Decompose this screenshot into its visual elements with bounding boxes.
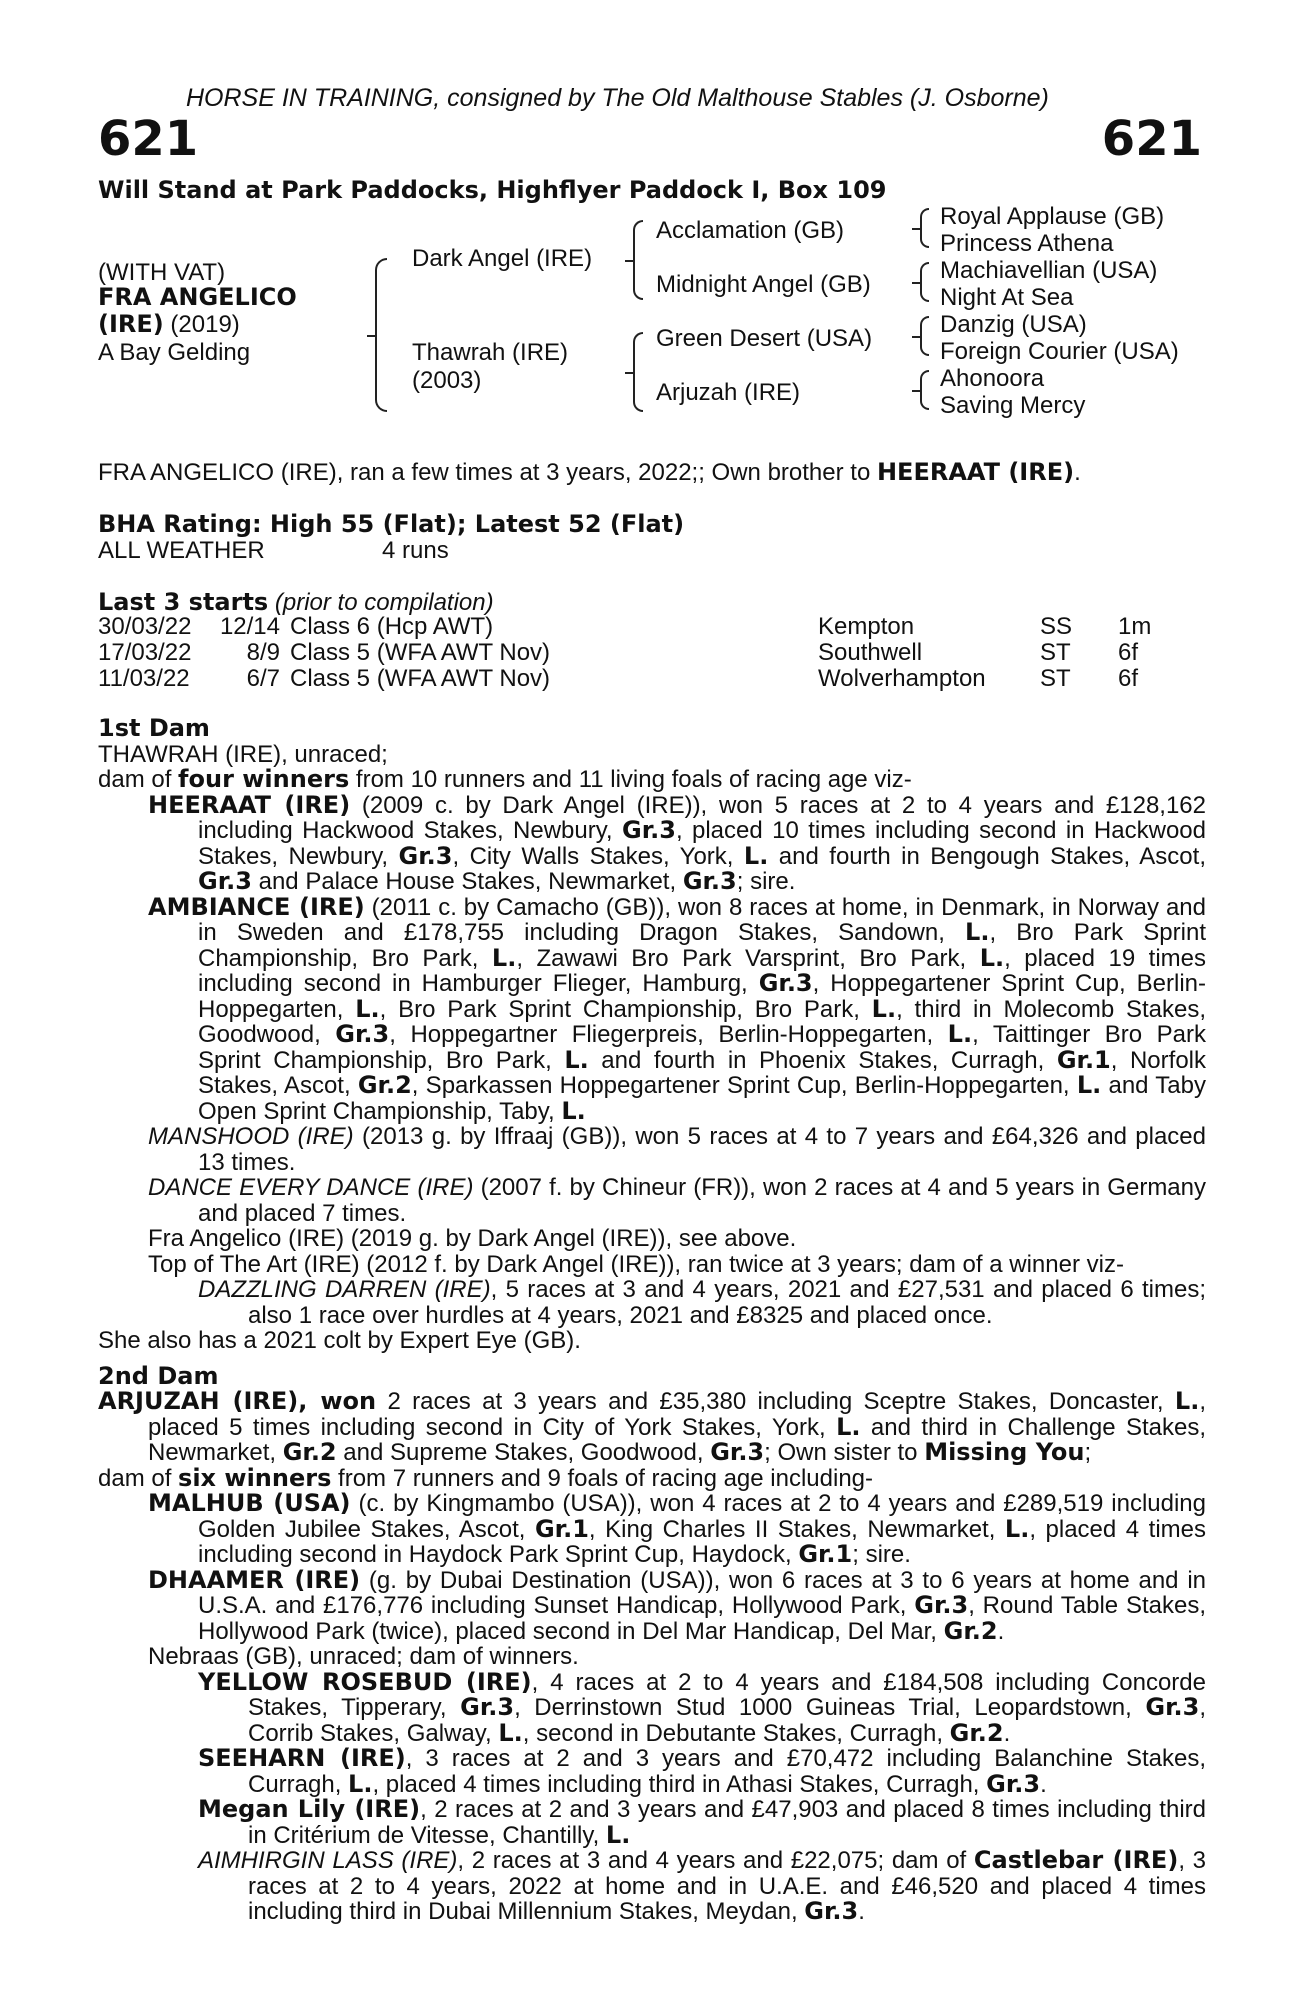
entry-fra-angelico: Fra Angelico (IRE) (2019 g. by Dark Angel (IRE)), see above. — [148, 1225, 797, 1252]
entry-aimhirgin-lass: AIMHIRGIN LASS (IRE), 2 races at 3 and 4 years and £22,075; dam of Castlebar (IRE), 3 races at 2 to 4 years, 2022 at home and in U.A.E. and £46,520 and placed 4 times including third in Dubai Millennium Stakes, Meydan, Gr.3. — [198, 1846, 1207, 1925]
consignment-line: HORSE IN TRAINING, consigned by The Old Malthouse Stables (J. Osborne) — [186, 84, 1049, 112]
start-date: 17/03/22 — [98, 639, 192, 666]
lot-number-left: 621 — [98, 111, 199, 167]
also-line: She also has a 2021 colt by Expert Eye (GB). — [98, 1327, 581, 1354]
surface-runs: 4 runs — [382, 537, 449, 564]
first-dam-heading: 1st Dam — [98, 714, 210, 742]
sire-dam-dam: Night At Sea — [940, 284, 1074, 311]
vat-note: (WITH VAT) — [98, 259, 226, 286]
dam-sire-dam: Foreign Courier (USA) — [940, 338, 1179, 365]
pedigree-brace-dd — [920, 370, 929, 410]
sire-dam-sire: Machiavellian (USA) — [940, 257, 1158, 284]
arjuzah-produce-line: dam of six winners from 7 runners and 9 foals of racing age including- — [98, 1463, 874, 1492]
start-position: 6/7 — [246, 665, 280, 692]
start-distance: 1m — [1118, 613, 1152, 640]
thawrah-line: THAWRAH (IRE), unraced; — [98, 740, 388, 768]
dam-dam: Arjuzah (IRE) — [656, 379, 801, 406]
dam-sire-sire: Danzig (USA) — [940, 311, 1087, 338]
start-position: 8/9 — [246, 639, 280, 666]
sire-dam: Midnight Angel (GB) — [656, 271, 871, 298]
second-dam-heading: 2nd Dam — [98, 1361, 219, 1390]
start-course: Wolverhampton — [818, 665, 986, 692]
start-date: 30/03/22 — [98, 613, 192, 640]
start-going: ST — [1040, 665, 1071, 692]
entry-malhub: MALHUB (USA) (c. by Kingmambo (USA)), won 4 races at 2 to 4 years and £289,519 including Golden Jubilee Stakes, Ascot, Gr.1, King Charles II Stakes, Newmarket, L., placed 4 times including second in Haydock Park Sprint Cup, Haydock, Gr.1; sire. — [148, 1489, 1206, 1568]
stand-location: Will Stand at Park Paddocks, Highflyer Paddock I, Box 109 — [98, 176, 887, 204]
surface: ALL WEATHER — [98, 537, 265, 564]
start-going: SS — [1040, 613, 1073, 640]
dam-year: (2003) — [412, 367, 482, 394]
start-race: Class 5 (WFA AWT Nov) — [290, 665, 551, 692]
start-going: ST — [1040, 639, 1071, 666]
pedigree-brace-ss — [920, 208, 929, 248]
horse-suffix-year: (IRE) (2019) — [98, 310, 240, 338]
bha-rating: BHA Rating: High 55 (Flat); Latest 52 (Flat) — [98, 510, 685, 538]
pedigree-brace-sd — [920, 262, 929, 302]
pedigree-brace-dam — [633, 332, 643, 412]
entry-seeharn: SEEHARN (IRE), 3 races at 2 and 3 years and £70,472 including Balanchine Stakes, Curragh, L., placed 4 times including third in Athasi Stakes, Curragh, Gr.3. — [198, 1744, 1206, 1798]
start-course: Kempton — [818, 613, 915, 640]
start-race: Class 6 (Hcp AWT) — [290, 613, 494, 640]
entry-ambiance: AMBIANCE (IRE) (2011 c. by Camacho (GB)), won 8 races at home, in Denmark, in Norway and in Sweden and £178,755 including Dragon Stakes, Sandown, L., Bro Park Sprint Championship, Bro Park, L., Zawawi Bro Park Varsprint, Bro Park, L., placed 19 times including second in Hamburger Flieger, Hamburg, Gr.3, Hoppegartener Sprint Cup, Berlin-Hoppegarten, L., Bro Park Sprint Championship, Bro Park, L., third in Molecomb Stakes, Goodwood, Gr.3, Hoppegartner Fliegerpreis, Berlin-Hoppegarten, L., Taittinger Bro Park Sprint Championship, Bro Park, L. and fourth in Phoenix Stakes, Curragh, Gr.1, Norfolk Stakes, Ascot, Gr.2, Sparkassen Hoppegartener Sprint Cup, Berlin-Hoppegarten, L. and Taby Open Sprint Championship, Taby, L. — [148, 892, 1207, 1125]
dam-dam-dam: Saving Mercy — [940, 392, 1086, 419]
start-date: 11/03/22 — [98, 665, 190, 692]
start-course: Southwell — [818, 639, 923, 666]
entry-dhaamer: DHAAMER (IRE) (g. by Dubai Destination (USA)), won 6 races at 3 to 6 years at home and in U.S.A. and £176,776 including Sunset Handicap, Hollywood Park, Gr.3, Round Table Stakes, Hollywood Park (twice), placed second in Del Mar Handicap, Del Mar, Gr.2. — [148, 1565, 1206, 1645]
pedigree-brace-sire — [633, 220, 643, 300]
start-distance: 6f — [1118, 665, 1139, 692]
horse-description: A Bay Gelding — [98, 339, 251, 366]
thawrah-produce-line: dam of four winners from 10 runners and 11 living foals of racing age viz- — [98, 765, 912, 793]
entry-top-of-the-art: Top of The Art (IRE) (2012 f. by Dark Angel (IRE)), ran twice at 3 years; dam of a winner viz- — [148, 1250, 1124, 1278]
entry-dazzling-darren: DAZZLING DARREN (IRE), 5 races at 3 and 4 years, 2021 and £27,531 and placed 6 times; also 1 race over hurdles at 4 years, 2021 and £8325 and placed once. — [198, 1276, 1206, 1329]
dam-sire: Green Desert (USA) — [656, 325, 873, 352]
lot-number-right: 621 — [1101, 111, 1202, 167]
dam-sections — [98, 716, 1206, 1925]
entry-megan-lily: Megan Lily (IRE), 2 races at 2 and 3 years and £47,903 and placed 8 times including third in Critérium de Vitesse, Chantilly, L. — [198, 1795, 1206, 1849]
entry-heeraat: HEERAAT (IRE) (2009 c. by Dark Angel (IRE)), won 5 races at 2 to 4 years and £128,162 including Hackwood Stakes, Newbury, Gr.3, placed 10 times including second in Hackwood Stakes, Newbury, Gr.3, City Walls Stakes, York, L. and fourth in Bengough Stakes, Ascot, Gr.3 and Palace House Stakes, Newmarket, Gr.3; sire. — [148, 790, 1206, 895]
sire: Dark Angel (IRE) — [412, 245, 593, 272]
entry-arjuzah: ARJUZAH (IRE), won 2 races at 3 years and £35,380 including Sceptre Stakes, Doncaster, L., placed 5 times including second in City of York Stakes, York, L. and third in Challenge Stakes, Newmarket, Gr.2 and Supreme Stakes, Goodwood, Gr.3; Own sister to Missing You; — [98, 1387, 1207, 1466]
sire-sire-dam: Princess Athena — [940, 230, 1114, 257]
start-position: 12/14 — [219, 613, 280, 640]
start-distance: 6f — [1118, 639, 1139, 666]
summary-line: FRA ANGELICO (IRE), ran a few times at 3 years, 2022;; Own brother to HEERAAT (IRE). — [98, 458, 1081, 486]
start-race: Class 5 (WFA AWT Nov) — [290, 639, 551, 666]
sire-sire-sire: Royal Applause (GB) — [940, 203, 1165, 230]
last-starts-heading: Last 3 starts (prior to compilation) — [98, 588, 494, 616]
pedigree-brace-ds — [920, 316, 929, 356]
pedigree-brace-main — [375, 258, 387, 412]
dam-dam-sire: Ahonoora — [940, 365, 1045, 392]
entry-dance-every-dance: DANCE EVERY DANCE (IRE) (2007 f. by Chineur (FR)), won 2 races at 4 and 5 years in Germany and placed 7 times. — [148, 1174, 1207, 1227]
dam: Thawrah (IRE) — [412, 339, 569, 366]
entry-manshood: MANSHOOD (IRE) (2013 g. by Iffraaj (GB)), won 5 races at 4 to 7 years and £64,326 and placed 13 times. — [148, 1123, 1206, 1176]
entry-yellow-rosebud: YELLOW ROSEBUD (IRE), 4 races at 2 to 4 years and £184,508 including Concorde Stakes, Tipperary, Gr.3, Derrinstown Stud 1000 Guineas Trial, Leopardstown, Gr.3, Corrib Stakes, Galway, L., second in Debutante Stakes, Curragh, Gr.2. — [198, 1667, 1206, 1747]
entry-nebraas: Nebraas (GB), unraced; dam of winners. — [148, 1643, 579, 1670]
sire-sire: Acclamation (GB) — [656, 217, 845, 244]
horse-name: FRA ANGELICO — [98, 283, 297, 311]
